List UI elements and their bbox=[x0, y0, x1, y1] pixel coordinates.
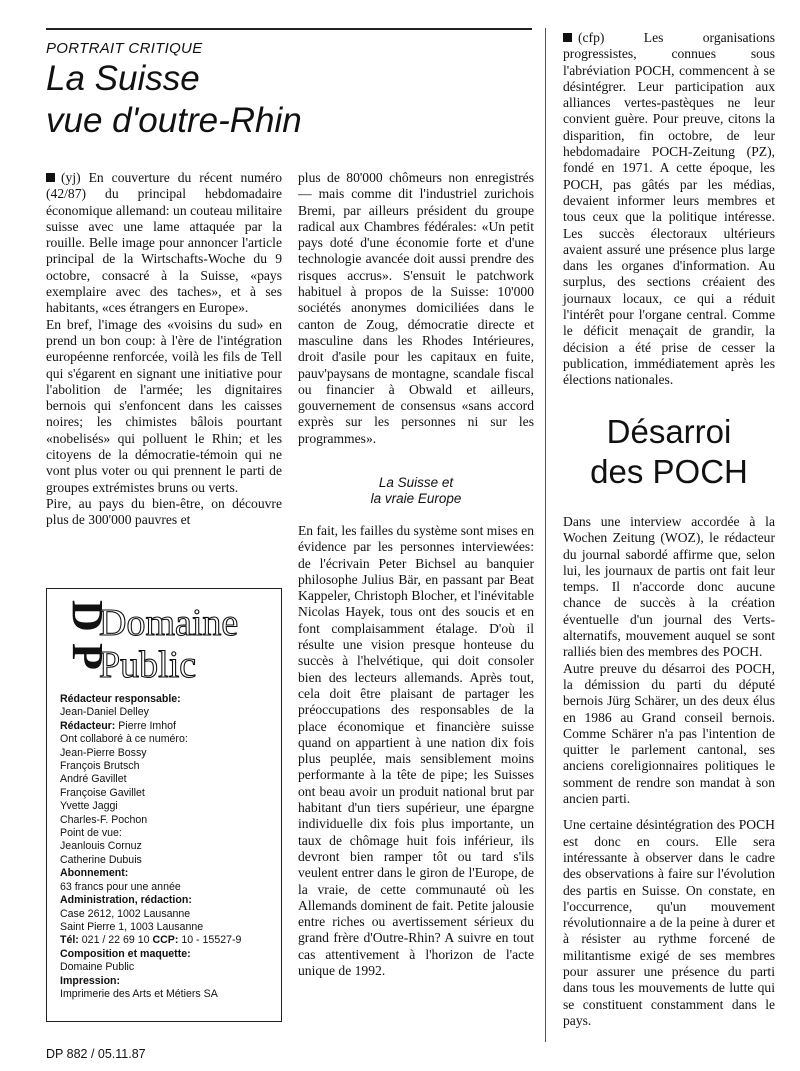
imprint-line: Rédacteur: Pierre Imhof bbox=[60, 719, 176, 732]
logo-d-letter: D bbox=[63, 600, 112, 632]
domaine-public-logo bbox=[53, 595, 275, 685]
imprint-line: Point de vue: bbox=[60, 827, 122, 840]
article2-title bbox=[563, 412, 775, 492]
article1-paragraph-2: En bref, l'image des «voisins du sud» en prend un bon coup: à l'ère de l'intégration européenne renforcée, voilà les fils de Tell qui s'égarent en signant une initiative pour l'abolition de l'armée; les dignitaires bernois qui s'enfoncent dans les caisses noires; les chimistes bâlois pourtant «nobelisés» qui polluent le Rhin; et les citoyens de la démocratie-témoin qui ne vont plus voter ou qui prennent le parti de groupes extrémistes bruns ou verts. bbox=[46, 316, 282, 495]
imprint-line: Yvette Jaggi bbox=[60, 800, 118, 813]
page-footer: DP 882 / 05.11.87 bbox=[46, 1047, 146, 1061]
imprint-line: Impression: bbox=[60, 974, 121, 987]
article2-title-line2: des POCH bbox=[590, 453, 748, 490]
article-kicker: PORTRAIT CRITIQUE bbox=[46, 40, 203, 57]
article2-paragraph-2: Autre preuve du désarroi des POCH, la démission du parti du député bernois Jürg Schärer, un des deux élus en 1986 au Grand conseil bernois. Comme Schärer n'a pas l'intention de quitter le parlement cantonal, ses anciens coreligionnaires politiques le somment de rendre son mandat à son ancien parti. bbox=[563, 660, 775, 807]
logo-p-letter: P bbox=[63, 643, 112, 670]
article-title-line1: La Suisse bbox=[46, 59, 200, 98]
imprint-line: Charles-F. Pochon bbox=[60, 813, 148, 826]
imprint-line: Jean-Daniel Delley bbox=[60, 706, 149, 719]
imprint-line: Tél: 021 / 22 69 10 CCP: 10 - 15527-9 bbox=[60, 934, 242, 947]
imprint-line: Administration, rédaction: bbox=[60, 894, 192, 907]
article-title-line2: vue d'outre-Rhin bbox=[46, 101, 302, 140]
article1-paragraph-1: (yj) En couverture du récent numéro (42/87) du principal hebdomadaire économique allemand: un couteau militaire suisse avec une lame attaquée par la rouille. Belle image pour annoncer l'article principal de la Wirtschafts-Woche du 9 octobre, consacré à la Suisse, «pays exemplaire avec des taches», et à ses habitants, «ces étrangers en Europe». bbox=[46, 170, 282, 316]
article1-subhead: La Suisse et la vraie Europe bbox=[370, 475, 462, 506]
article2-body bbox=[563, 514, 775, 1029]
imprint-line: André Gavillet bbox=[60, 773, 127, 786]
article1-column2-bottom bbox=[298, 523, 534, 979]
top-rule-left bbox=[46, 28, 532, 30]
bullet-square-icon bbox=[46, 173, 55, 182]
masthead-imprint bbox=[60, 693, 274, 1001]
article2-paragraph-1: Dans une interview accordée à la Wochen Zeitung (WOZ), le rédacteur du journal sabordé affirme que, selon lui, les journaux de partis ont fait leur temps. Il n'accorde donc aucune chance de succès à la création éventuelle d'un journal des Verts-alternatifs, mouvement auquel se sont ralliés bien des membres des POCH. bbox=[563, 514, 775, 660]
imprint-line: Françoise Gavillet bbox=[60, 786, 145, 799]
article1-col2-paragraph-1: plus de 80'000 chômeurs non enregistrés — mais comme dit l'industriel zurichois Bremi, par ailleurs président du groupe radical aux Chambres fédérales: «Un petit pays doté d'une économie forte et d'une technologie avancée doit aussi prendre des risques accrus». S'ensuit le patchwork habituel à propos de la Suisse: 10'000 sociétés anonymes domiciliées dans le canton de Zoug, démocratie directe et masculine dans les Rhodes Intérieures, droit d'asile pour les capitaux en fuite, pauv'paysans de montagne, scandale fiscal ou financier à Obwald et ailleurs, gouvernement de consensus «sans accord exprès sur les personnes ni sur les programmes». bbox=[298, 170, 534, 446]
logo-word-domaine: Domaine bbox=[99, 602, 239, 644]
article2-title-line1: Désarroi bbox=[606, 413, 732, 450]
masthead-box bbox=[46, 588, 282, 1022]
article1-col2-paragraph-2: En fait, les failles du système sont mises en évidence par les personnes interviewées: de l'écrivain Peter Bichsel au banquier philosophe Julius Bär, en passant par Beat Kappeler, Christoph Blocher, et l'inévitable Nicolas Hayek, tous ont des soucis et en font complaisamment étalage. D'où il résulte une vision presque honteuse du succès à l'helvétique, qui doit consoler bien des lecteurs allemands. Après tout, cela doit être plaisant de partager les préoccupations des responsables de la place économique et financière suisse quand on appartient à une nation dix fois plus peuplée, mais sensiblement moins performante à la tête de pipe; les Suisses ont beau avoir un produit national brut par habitant d'un tiers supérieur, une épargne individuelle dix fois plus importante, un taux de chômage huit fois inférieur, ils devront bien ramper tôt ou tard s'ils veulent entrer dans le giron de l'Europe, de la vraie, de cette communauté où les Allemands dominent de fait. Petite jalousie entre riches ou avertissement sérieux du grand frère d'Outre-Rhin? A suivre en tout cas attentivement à l'horizon de l'acte unique de 1992. bbox=[298, 523, 534, 979]
imprint-line: Domaine Public bbox=[60, 961, 135, 974]
article1-column2 bbox=[298, 170, 534, 447]
imprint-line: Rédacteur responsable: bbox=[60, 693, 181, 705]
column-divider bbox=[545, 28, 546, 1042]
imprint-line: Jean-Pierre Bossy bbox=[60, 746, 147, 759]
article1-column1 bbox=[46, 170, 282, 529]
imprint-line: Ont collaboré à ce numéro: bbox=[60, 733, 188, 746]
article2-paragraph-3: Une certaine désintégration des POCH est donc en cours. Elle sera intéressante à observer dans le cadre des observations à faire sur l'évolution des partis en Suisse. On constate, en l'occurrence, qu'un mouvement révolutionnaire a de la peine à durer et à résister au rythme forcené de militantisme exigé de ses membres pour assurer une présence du parti dans tous les mouvements de lutte qui se constituent constamment dans le pays. bbox=[563, 817, 775, 1028]
article2-intro: (cfp) Les organisations progressistes, connues sous l'abréviation POCH, commencent à se désintégrer. Leur participation aux alliances vertes-pastèques ne leur convient guère. Pour preuve, citons la disparition, fin octobre, de leur hebdomadaire POCH-Zeitung (PZ), fondé en 1971. A cette époque, les POCH, pas gâtés par les médias, devaient informer leurs membres et tous ceux que la politique intéresse. Les succès électoraux ultérieurs avaient assuré une présence plus large dans les organes d'information. Au surplus, des sections créaient des journaux locaux, ce qui a réduit l'intérêt pour l'organe central. Comme le déficit menaçait de grandir, la décision a été prise de cesser la publication, immédiatement après les élections nationales. bbox=[563, 30, 775, 388]
imprint-line: Case 2612, 1002 Lausanne bbox=[60, 907, 191, 920]
imprint-line: Catherine Dubuis bbox=[60, 853, 142, 866]
imprint-line: Imprimerie des Arts et Métiers SA bbox=[60, 987, 218, 1000]
imprint-line: Saint Pierre 1, 1003 Lausanne bbox=[60, 920, 204, 933]
imprint-line: Jeanlouis Cornuz bbox=[60, 840, 142, 853]
imprint-line: François Brutsch bbox=[60, 760, 140, 773]
imprint-line: Abonnement: bbox=[60, 867, 129, 880]
masthead-logo bbox=[53, 595, 275, 685]
article1-paragraph-3: Pire, au pays du bien-être, on découvre plus de 300'000 pauvres et bbox=[46, 495, 282, 528]
bullet-square-icon bbox=[563, 33, 572, 42]
imprint-line: Composition et maquette: bbox=[60, 947, 191, 960]
article-title bbox=[46, 58, 302, 142]
imprint-line: 63 francs pour une année bbox=[60, 880, 181, 893]
logo-word-public: Public bbox=[99, 644, 197, 685]
